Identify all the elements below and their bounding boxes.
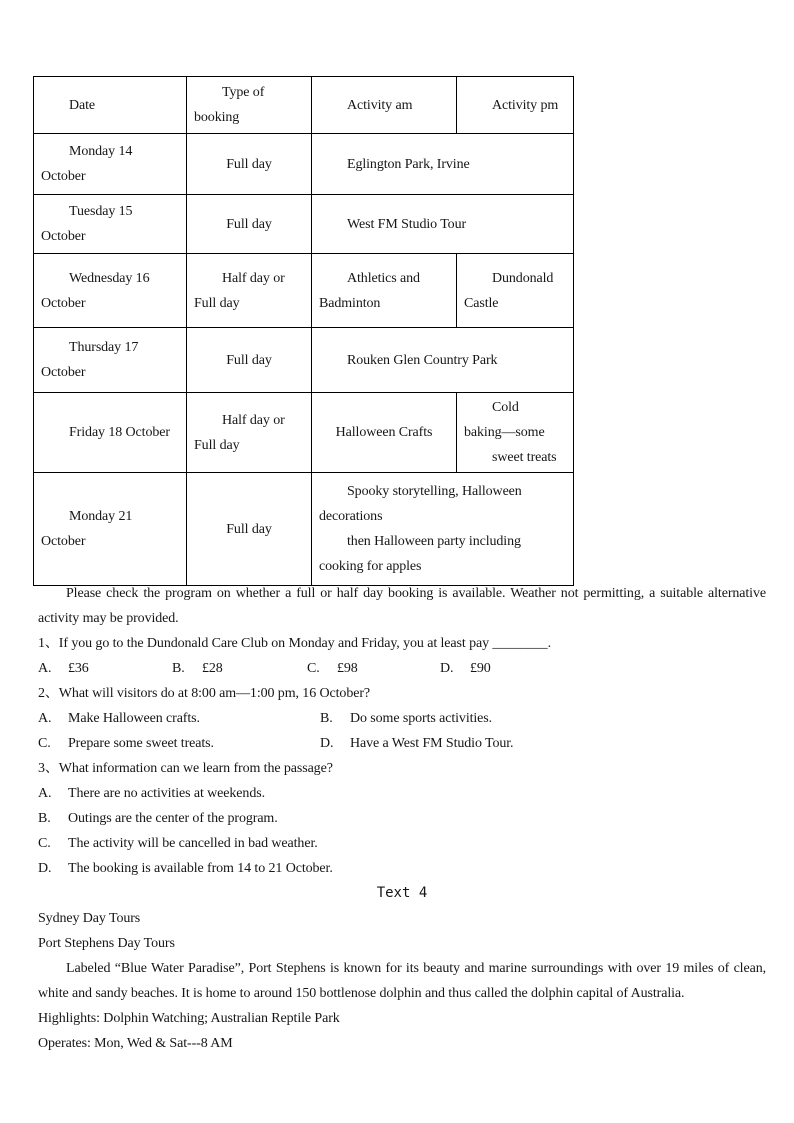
cell-date: Monday 14 October xyxy=(34,134,187,195)
table-header-row xyxy=(34,77,574,134)
cell-activity: Eglington Park, Irvine xyxy=(312,134,574,195)
header-cell-date xyxy=(34,77,187,134)
table-row-monday21 xyxy=(34,473,574,586)
option-q3-c: C. The activity will be cancelled in bad weather. xyxy=(38,836,318,851)
cell-booking: Half day or Full day xyxy=(187,393,312,473)
option-q1-d: D. £90 xyxy=(440,661,491,676)
question-2-options-row-2 xyxy=(38,731,766,756)
cell-activity-am: Athletics and Badminton xyxy=(312,254,457,328)
option-text: The activity will be cancelled in bad weather. xyxy=(68,836,318,851)
cell-activity-pm: Dundonald Castle xyxy=(457,254,574,328)
option-text: Outings are the center of the program. xyxy=(68,811,278,826)
option-q3-a: A. There are no activities at weekends. xyxy=(38,786,265,801)
option-q1-a: A. £36 xyxy=(38,661,89,676)
cell-date: Friday 18 October xyxy=(34,393,187,473)
option-text: Do some sports activities. xyxy=(350,711,493,726)
question-1-options xyxy=(38,656,766,681)
header-cell-activity-pm: Activity pm xyxy=(457,77,574,134)
header-cell-booking: Type of booking xyxy=(187,77,312,134)
cell-booking: Full day xyxy=(187,473,312,586)
option-text: Prepare some sweet treats. xyxy=(68,736,214,751)
cell-activity: West FM Studio Tour xyxy=(312,195,574,254)
option-text: The booking is available from 14 to 21 October. xyxy=(68,861,333,876)
header-date-label: Date xyxy=(69,97,96,113)
table-row-thursday17 xyxy=(34,328,574,393)
cell-booking: Full day xyxy=(187,328,312,393)
option-q1-b: B. £28 xyxy=(172,661,223,676)
option-q1-c: C. £98 xyxy=(307,661,358,676)
cell-date: Tuesday 15 October xyxy=(34,195,187,254)
cell-date: Wednesday 16 October xyxy=(34,254,187,328)
text4-title-line: Sydney Day Tours xyxy=(38,911,141,926)
question-3-prompt: 3、What information can we learn from the passage? xyxy=(38,761,333,776)
cell-activity-pm: Cold baking—some sweet treats xyxy=(457,393,574,473)
cell-activity: Rouken Glen Country Park xyxy=(312,328,574,393)
option-q2-a: A. Make Halloween crafts. xyxy=(38,711,200,726)
question-2-prompt: 2、What will visitors do at 8:00 am—1:00 pm, 16 October? xyxy=(38,686,371,701)
option-text: Make Halloween crafts. xyxy=(68,711,200,726)
cell-booking: Half day or Full day xyxy=(187,254,312,328)
option-text: £28 xyxy=(202,661,223,676)
text4-heading: Text 4 xyxy=(376,885,428,901)
option-q2-d: D. Have a West FM Studio Tour. xyxy=(320,736,514,751)
cell-booking: Full day xyxy=(187,195,312,254)
header-cell-activity-am: Activity am xyxy=(312,77,457,134)
question-1-prompt: 1、If you go to the Dundonald Care Club on Monday and Friday, you at least pay ________. xyxy=(38,636,551,651)
text4-operates-line: Operates: Mon, Wed & Sat---8 AM xyxy=(38,1036,233,1051)
table-row-tuesday15 xyxy=(34,195,574,254)
option-q3-b: B. Outings are the center of the program. xyxy=(38,811,278,826)
option-text: £36 xyxy=(68,661,89,676)
option-text: Have a West FM Studio Tour. xyxy=(350,736,514,751)
document-body xyxy=(38,581,766,1056)
cell-activity-am: Halloween Crafts xyxy=(312,393,457,473)
text4-subtitle-line: Port Stephens Day Tours xyxy=(38,936,175,951)
notice-paragraph: Please check the program on whether a full or half day booking is available. Weather not permitting, a suitable alternative activity may be provided. xyxy=(38,586,766,626)
option-q2-b: B. Do some sports activities. xyxy=(320,711,493,726)
cell-date: Monday 21 October xyxy=(34,473,187,586)
option-text: £98 xyxy=(337,661,358,676)
schedule-table xyxy=(33,76,574,586)
table-row-wednesday16 xyxy=(34,254,574,328)
option-text: £90 xyxy=(470,661,491,676)
option-q3-d: D. The booking is available from 14 to 21 October. xyxy=(38,861,333,876)
option-q2-c: C. Prepare some sweet treats. xyxy=(38,736,214,751)
text4-paragraph: Labeled “Blue Water Paradise”, Port Stephens is known for its beauty and marine surroundings with over 19 miles of clean, white and sandy beaches. It is home to around 150 bottlenose dolphin and thus called the dolphin capital of Australia. xyxy=(38,961,766,1001)
text4-highlights-line: Highlights: Dolphin Watching; Australian Reptile Park xyxy=(38,1011,340,1026)
cell-booking: Full day xyxy=(187,134,312,195)
cell-activity: Spooky storytelling, Halloween decorations then Halloween party including cooking for apples xyxy=(312,473,574,586)
cell-date: Thursday 17 October xyxy=(34,328,187,393)
option-text: There are no activities at weekends. xyxy=(68,786,265,801)
table-row-friday18 xyxy=(34,393,574,473)
question-2-options-row-1 xyxy=(38,706,766,731)
table-row-monday14 xyxy=(34,134,574,195)
